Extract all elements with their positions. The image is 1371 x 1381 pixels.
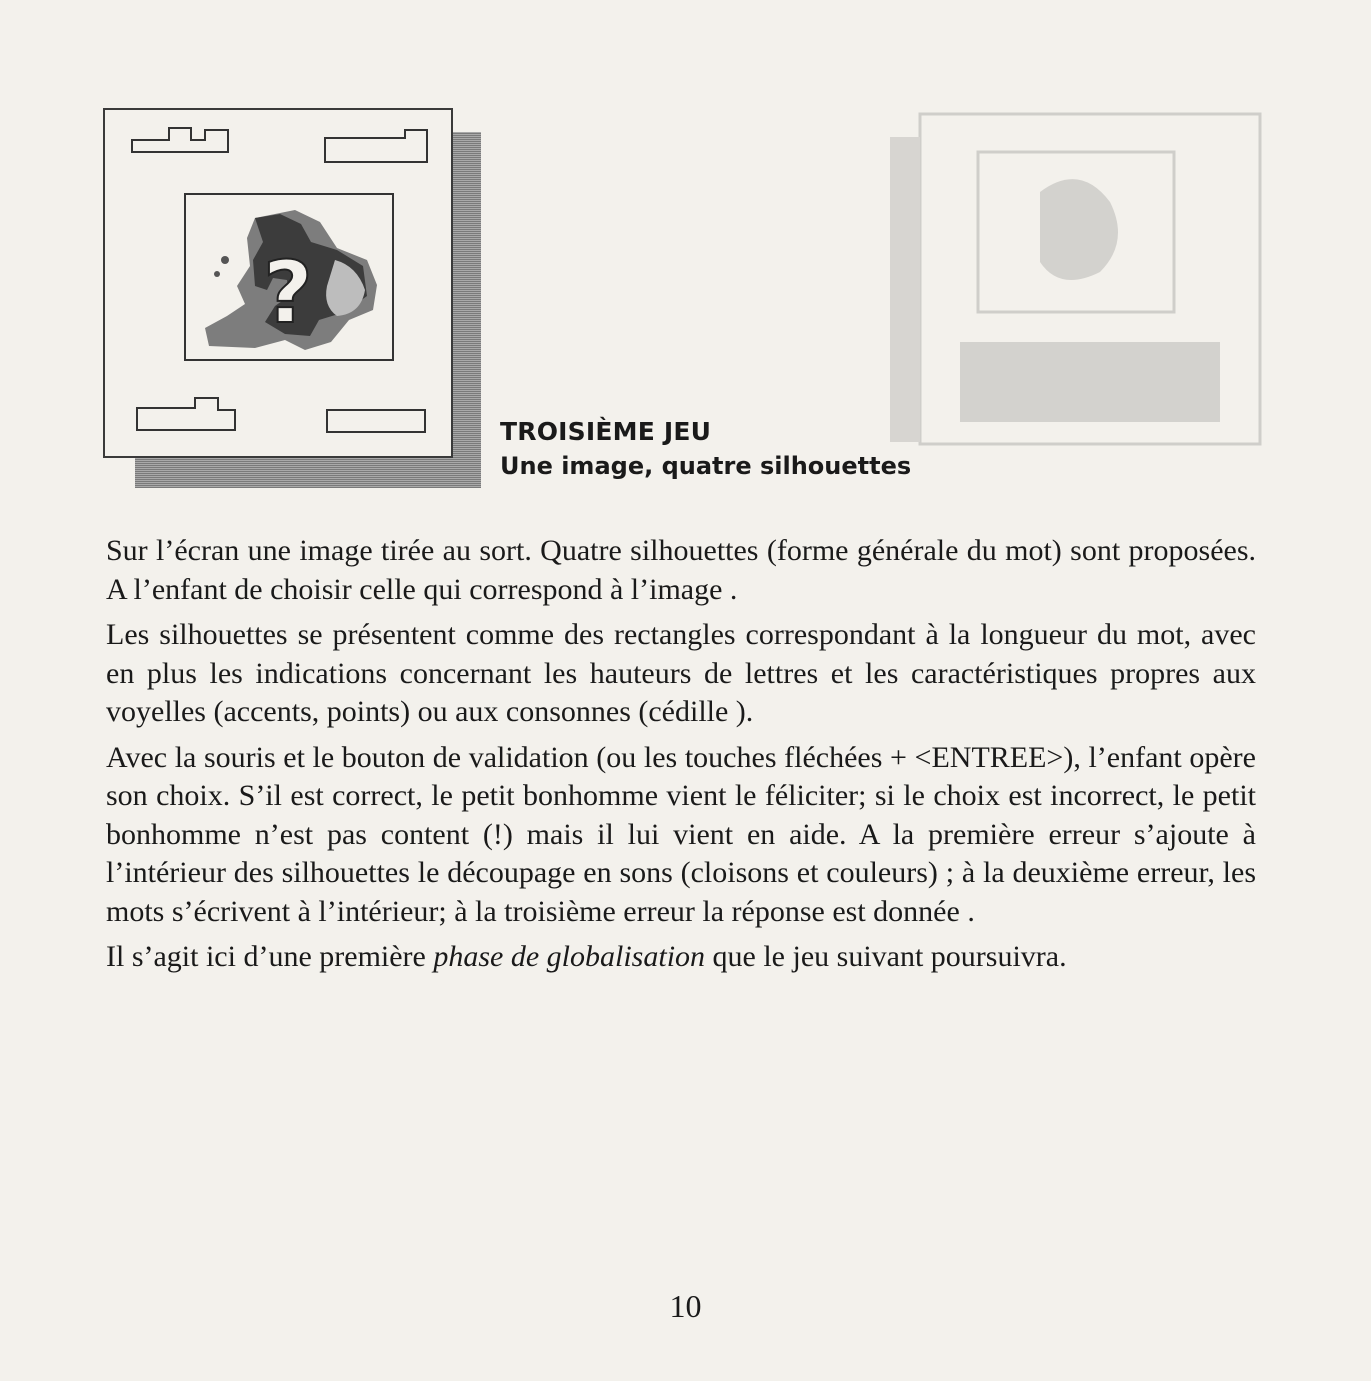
body-text	[106, 532, 1256, 984]
game-screen-illustration	[103, 108, 481, 488]
bleed-through-figure	[890, 112, 1262, 450]
paragraph-4-emphasis: phase de globalisation	[433, 940, 706, 973]
section-title: TROISIÈME JEU	[500, 417, 712, 446]
page-number: 10	[669, 1288, 702, 1324]
figure-screen-frame	[103, 108, 453, 458]
paragraph-1: Sur l’écran une image tirée au sort. Quatre silhouettes (forme générale du mot) sont proposées. A l’enfant de choisir celle qui correspond à l’image .	[106, 534, 1256, 606]
paragraph-4-end: que le jeu suivant poursuivra.	[705, 940, 1067, 973]
section-heading	[500, 415, 911, 483]
silhouette-top-left	[132, 128, 228, 152]
section-subtitle: Une image, quatre silhouettes	[500, 452, 912, 480]
paragraph-3: Avec la souris et le bouton de validation (ou les touches fléchées + <ENTREE>), l’enfant opère son choix. S’il est correct, le petit bonhomme vient le féliciter; si le choix est incorrect, le petit bonhomme n’est pas content (!) mais il lui vient en aide. A la première erreur s’ajoute à l’intérieur des silhouettes le découpage en sons (cloisons et couleurs) ; à la deuxième erreur, les mots s’écrivent à l’intérieur; à la troisième erreur la réponse est donnée .	[106, 740, 1256, 928]
paragraph-4-start: Il s’agit ici d’une première	[106, 940, 434, 973]
silhouette-bottom-left	[137, 398, 235, 430]
svg-text:?: ?	[263, 243, 313, 343]
silhouette-top-right	[325, 130, 427, 162]
paragraph-2: Les silhouettes se présentent comme des rectangles correspondant à la longueur du mot, avec en plus les indications concernant les hauteurs de lettres et les caractéristiques propres aux voyelles (accents, points) ou aux consonnes (cédille ).	[106, 618, 1256, 728]
paragraph-4	[106, 938, 1256, 977]
silhouette-bottom-right	[327, 410, 425, 432]
